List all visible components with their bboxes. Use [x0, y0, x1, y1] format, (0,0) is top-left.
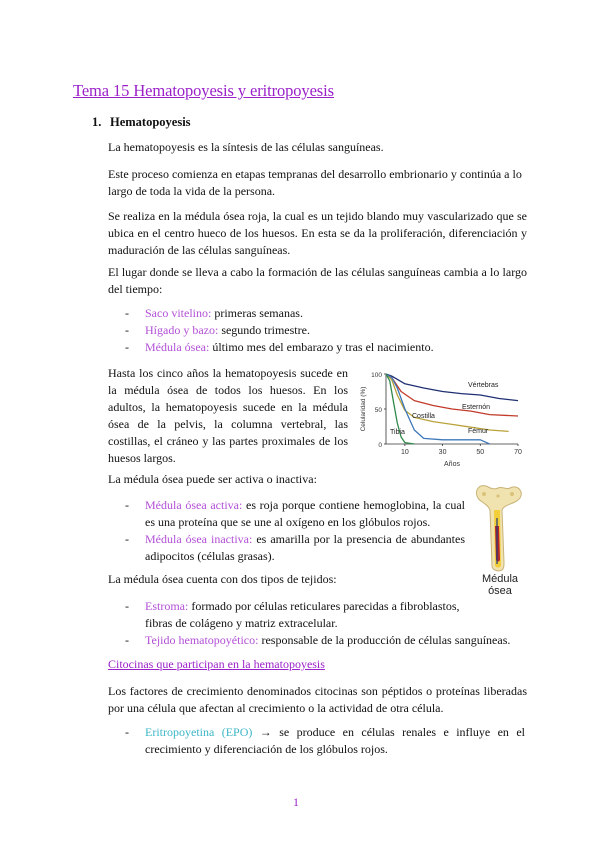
- paragraph-tissues: La médula ósea cuenta con dos tipos de tejidos:: [108, 572, 337, 586]
- series-label: Esternón: [462, 404, 491, 411]
- paragraph-sites-intro: El lugar donde se lleva a cabo la formación de las células sanguíneas cambia a lo largo del tiempo:: [108, 265, 527, 296]
- series-label: Costilla: [412, 413, 435, 420]
- paragraph-cytokines: Los factores de crecimiento denominados citocinas son péptidos o proteínas liberadas por una célula que afectan al crecimiento o la actividad de otra célula.: [108, 684, 527, 715]
- bone-marrow-illustration: [472, 482, 530, 574]
- series-label: Tibia: [390, 429, 405, 436]
- document-title: Tema 15 Hematopoyesis y eritropoyesis: [73, 81, 334, 100]
- term-saco-vitelino: Saco vitelino:: [145, 306, 212, 320]
- x-tick-label: 10: [400, 449, 409, 456]
- y-axis-label: Celularidad (%): [360, 386, 367, 432]
- term-medula-osea: Médula ósea:: [145, 340, 210, 354]
- subheading-citocinas[interactable]: Citocinas que participan en la hematopoyesis: [108, 657, 325, 671]
- section-heading: [92, 115, 191, 130]
- term-medula-activa: Médula ósea activa:: [145, 498, 243, 512]
- paragraph-definition: La hematopoyesis es la síntesis de las células sanguíneas.: [108, 140, 384, 154]
- paragraph-age-distribution: Hasta los cinco años la hematopoyesis sucede en la médula ósea de todos los huesos. En los adultos, la hematopoyesis sucede en la médula ósea de la pelvis, la columna vertebral, las costillas, el cráneo y las partes proximales de los huesos largos.: [108, 366, 348, 465]
- term-eritropoyetina: Eritropoyetina (EPO): [145, 725, 253, 739]
- section-title: Hematopoyesis: [110, 115, 191, 129]
- term-estroma: Estroma:: [145, 599, 189, 613]
- series-label: Fémur: [468, 428, 489, 435]
- term-higado-bazo: Hígado y bazo:: [145, 323, 219, 337]
- x-tick-label: 50: [476, 449, 485, 456]
- chart-background: [356, 368, 526, 472]
- x-tick-label: 70: [514, 449, 522, 456]
- term-tejido-hematopoyetico: Tejido hematopoyético:: [145, 633, 259, 647]
- paragraph-process-line2: largo de toda la vida de la persona.: [108, 184, 276, 198]
- y-tick-label: 0: [378, 442, 382, 449]
- series-label: Vértebras: [468, 382, 499, 389]
- y-tick-label: 100: [371, 372, 382, 379]
- cellularity-chart: [356, 368, 526, 472]
- term-medula-inactiva: Médula ósea inactiva:: [145, 532, 253, 546]
- paragraph-location: Se realiza en la médula ósea roja, la cual es un tejido blando muy vascularizado que se ubica en el centro hueco de los huesos. En esta se da la proliferación, diferenciación y maduración de las células sanguíneas.: [108, 209, 527, 257]
- x-axis-label: Años: [444, 461, 460, 468]
- y-tick-label: 50: [374, 407, 382, 414]
- paragraph-process-line1: Este proceso comienza en etapas tempranas del desarrollo embrionario y continúa a lo: [108, 167, 522, 181]
- page-number: 1: [293, 795, 299, 809]
- document-page: Tema 15 Hematopoyesis y eritropoyesis 1. Hematopoyesis La hematopoyesis es la síntesis de las células sanguíneas. Este proceso comienza en etapas tempranas del desarrollo embrionario y continúa a lo largo de toda la vida de la persona. Se realiza en la médula ósea roja, la cual es un tejido blando muy vascularizado que se ubica en el centro hueco de los huesos. En esta se da la proliferación, diferenciación y maduración de las células sanguíneas. El lugar donde se lleva a cabo la formación de las células sanguíneas cambia a lo largo del tiempo: - Saco vitelino: primeras semanas. - Hígado y bazo: segundo trimestre. - Médula ósea: último mes del embarazo y tras el nacimiento. Hasta los cinco años la hematopoyesis sucede en la médula ósea de todos los huesos. En los adultos, la hematopoyesis sucede en la médula ósea de la pelvis, la columna vertebral, las costillas, el cráneo y las partes proximales de los huesos largos. 100 50 0 10 30 50 70 Años Celularidad (%) Vértebras Esternón Costilla Fémur Tibia La médula ósea puede ser activa o inactiva: - Médula ósea activa: es roja porque contiene hemoglobina, la cual es una proteína que se une al oxígeno en los glóbulos rojos. - Médula ósea inactiva: es amarilla por la presencia de abundantes adipocitos (células grasas). Médula ósea La médula ósea cuenta con dos tipos de tejidos: - Estroma: formado por células reticulares parecidas a fibroblastos, fibras de colágeno y matriz extracelular. - Tejido hematopoyético: responsable de la producción de células sanguíneas. Citocinas que participan en la hematopoyesis Los factores de crecimiento denominados citocinas son péptidos o proteínas liberadas por una célula que afectan al crecimiento o la actividad de otra célula. - Eritropoyetina (EPO) → se produce en células renales e influye en el crecimiento y diferenciación de los glóbulos rojos. 1: [0, 0, 600, 848]
- bone-caption: Médula ósea: [481, 573, 519, 597]
- paragraph-marrow-types: La médula ósea puede ser activa o inactiva:: [108, 472, 317, 486]
- section-number: 1.: [92, 115, 102, 129]
- x-tick-label: 30: [438, 449, 447, 456]
